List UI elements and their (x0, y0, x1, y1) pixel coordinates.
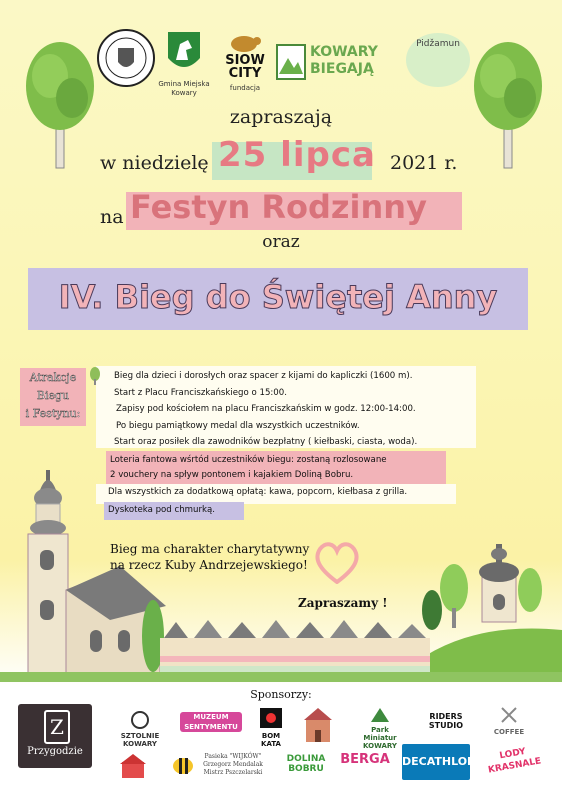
zapraszaja-text: zapraszają (229, 106, 333, 128)
sponsor-dolina-bobru: DOLINA BOBRU (286, 754, 326, 774)
zapraszamy-text: Zapraszamy ! (298, 596, 388, 610)
sponsor-coffee (492, 704, 526, 736)
attractions-label (20, 369, 86, 423)
przygodzie-z-icon: Z (44, 710, 70, 744)
pasieka-line3: Mistrz Pszczelarski (203, 769, 263, 776)
sponsor-sztolnie (116, 710, 164, 748)
oraz-text: oraz (262, 232, 300, 252)
loteria-line2: 2 vouchery na spływ pontonem i kajakiem Doliną Bobru. (110, 470, 354, 480)
date-day: 25 (218, 135, 268, 175)
loteria-line1: Loteria fantowa wśrtód uczestników biegu: zostaną rozlosowane (110, 455, 387, 465)
kowary-biegaja-icon (276, 44, 306, 80)
attractions-line3: i Festynu: (25, 407, 81, 420)
sponsor-bom-kata (254, 706, 288, 748)
pasieka-line2: Grzegorz Mendalak (203, 761, 263, 768)
attractions-line2: Biegu (36, 389, 70, 402)
extra-text: Dla wszystkich za dodatkową opłatą: kawa, popcorn, kiełbasa z grilla. (108, 487, 408, 497)
pidzamun-text: Pidžamun (416, 39, 460, 49)
park-miniatur-icon (369, 706, 391, 724)
info-line-5: Start oraz posiłek dla zawodników bezpłatny ( kiełbaski, ciasta, woda). (114, 437, 418, 447)
turtle-icon (226, 30, 262, 52)
sponsor-berga: BERGA (340, 752, 390, 767)
tree-right-icon (468, 36, 548, 171)
charity-text (110, 541, 309, 573)
sponsor-lody: LODY KRASNALE (487, 746, 543, 776)
grass-strip (0, 672, 562, 682)
sponsor-pasieka (196, 753, 270, 777)
coffee-icon (498, 704, 520, 726)
sponsor-decathlon: DECATHLON (402, 744, 470, 780)
gmina-line1: Gmina Miejska (158, 80, 210, 88)
bom-kata-text: BOM KATA (261, 732, 281, 748)
heart-icon (312, 540, 362, 584)
festyn-title: Festyn Rodzinny (130, 188, 427, 226)
park-miniatur-text: Park Miniatur (363, 726, 397, 742)
charity-line1: Bieg ma charakter charytatywny (110, 542, 310, 556)
pasieka-line1: Pasieka "WIJKÓW" (204, 753, 262, 760)
sponsor-park-miniatur (354, 706, 406, 750)
w-niedziele-text: w niedzielę (100, 152, 209, 174)
coffee-text: COFFEE (493, 728, 525, 736)
date-month: lipca (280, 135, 376, 175)
bee-icon (170, 754, 196, 776)
houses-row-icon (160, 616, 430, 678)
crest-logo-icon (96, 28, 156, 88)
sztolnie-text: SZTOLNIE KOWARY (120, 732, 160, 748)
pidzamun-logo (406, 33, 470, 87)
slow-city-sub: fundacja (229, 84, 261, 92)
year-text: 2021 r. (390, 152, 458, 174)
sponsor-sentymentu: MUZEUM SENTYMENTU (180, 712, 242, 732)
na-text: na (100, 206, 124, 228)
sponsors-label: Sponsorzy: (250, 688, 312, 701)
sponsor-riders-studio: RIDERS STUDIO (428, 712, 464, 730)
castle-sponsor-icon (300, 706, 336, 746)
gmina-line2: Kowary (171, 89, 197, 97)
tree-left-icon (20, 36, 100, 171)
charity-line2: na rzecz Kuby Andrzejewskiego! (110, 558, 308, 572)
info-line-2: Start z Placu Franciszkańskiego o 15:00. (114, 387, 287, 398)
farm-sponsor-icon (118, 752, 148, 782)
info-line-4: Po biegu pamiątkowy medal dla wszystkich uczestników. (116, 420, 360, 431)
disco-text: Dyskoteka pod chmurką. (108, 505, 215, 515)
info-line-1: Bieg dla dzieci i dorosłych oraz spacer z kijami do kapliczki (1600 m). (114, 371, 413, 381)
park-miniatur-sub: KOWARY (363, 742, 397, 750)
sponsor-przygodzie (18, 704, 92, 768)
small-tree-icon (89, 367, 101, 385)
gmina-shield-icon (164, 30, 204, 76)
info-line-3: Zapisy pod kościołem na placu Franciszkańskim w godz. 12:00-14:00. (116, 404, 416, 414)
sztolnie-icon (129, 710, 151, 730)
bieg-title: IV. Bieg do Świętej Anny (58, 278, 498, 316)
bom-kata-icon (258, 706, 284, 730)
kowary-biegaja-logo: KOWARY BIEGAJĄ (310, 44, 378, 77)
gmina-caption (154, 80, 214, 98)
slow-city-logo: SIOW CITY (225, 53, 265, 81)
date-day-month (218, 135, 376, 175)
attractions-line1: Atrakcje (29, 371, 77, 384)
przygodzie-text: Przygodzie (27, 746, 83, 757)
